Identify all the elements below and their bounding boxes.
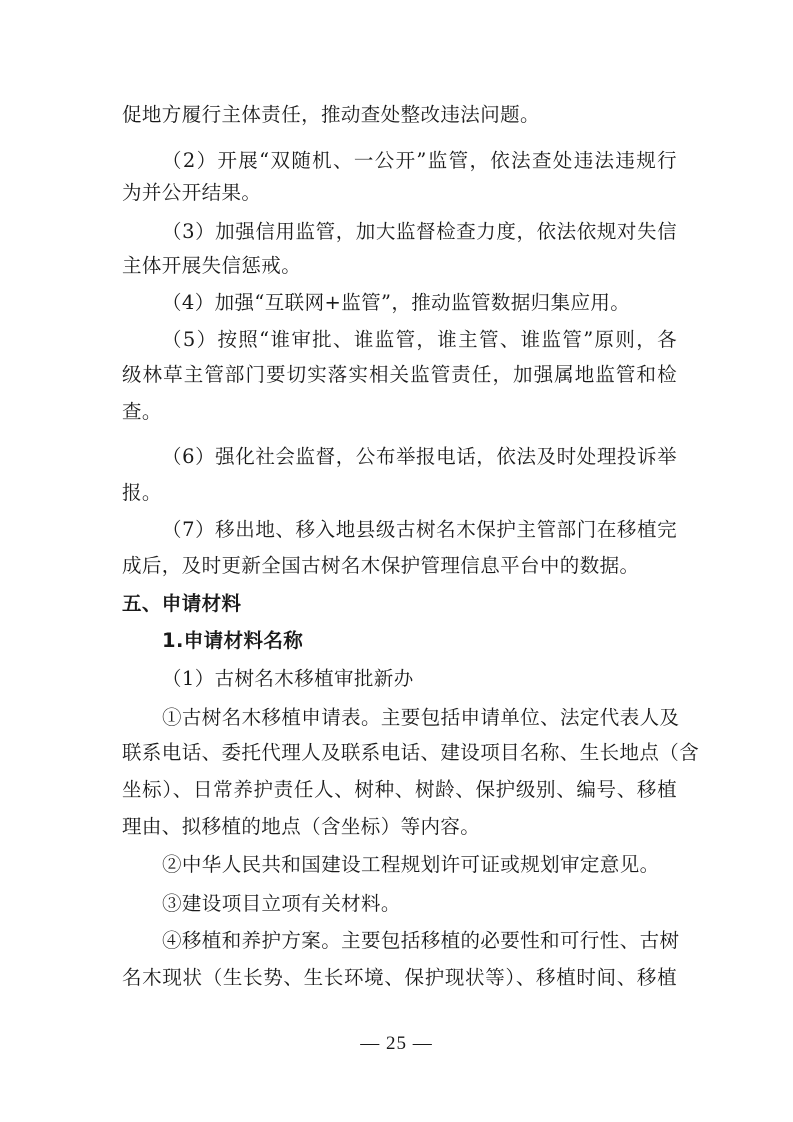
body-line-16: （1）古树名木移植审批新办	[162, 667, 414, 690]
body-line-23: ④移植和养护方案。主要包括移植的必要性和可行性、古树	[162, 929, 680, 952]
body-line-7: （5）按照“谁审批、谁监管，谁主管、谁监管”原则，各	[162, 328, 677, 351]
body-line-12: （7）移出地、移入地县级古树名木保护主管部门在移植完	[162, 518, 677, 541]
body-line-4: （3）加强信用监管，加大监督检查力度，依法依规对失信	[162, 220, 677, 243]
subsection-heading: 1.申请材料名称	[162, 629, 304, 652]
body-line-19: 坐标）、日常养护责任人、树种、树龄、保护级别、编号、移植	[122, 778, 677, 801]
page-number: — 25 —	[360, 1033, 433, 1054]
body-line-5: 主体开展失信惩戒。	[122, 254, 302, 277]
body-line-18: 联系电话、委托代理人及联系电话、建设项目名称、生长地点（含	[122, 741, 700, 764]
body-line-9: 查。	[122, 400, 162, 423]
body-line-10: （6）强化社会监督，公布举报电话，依法及时处理投诉举	[162, 445, 677, 468]
body-line-20: 理由、拟移植的地点（含坐标）等内容。	[122, 815, 481, 838]
body-line-21: ②中华人民共和国建设工程规划许可证或规划审定意见。	[162, 853, 660, 876]
body-line-8: 级林草主管部门要切实落实相关监管责任，加强属地监管和检	[122, 363, 677, 386]
body-line-6: （4）加强“互联网+监管”，推动监管数据归集应用。	[162, 291, 631, 314]
body-line-13: 成后，及时更新全国古树名木保护管理信息平台中的数据。	[122, 554, 640, 577]
body-line-22: ③建设项目立项有关材料。	[162, 892, 401, 915]
body-line-1: 促地方履行主体责任，推动查处整改违法问题。	[122, 103, 540, 126]
body-line-2: （2）开展“双随机、一公开”监管，依法查处违法违规行	[162, 149, 677, 172]
body-line-3: 为并公开结果。	[122, 181, 262, 204]
section-heading: 五、申请材料	[122, 592, 242, 615]
body-line-17: ①古树名木移植申请表。主要包括申请单位、法定代表人及	[162, 706, 680, 729]
body-line-11: 报。	[122, 481, 162, 504]
body-line-24: 名木现状（生长势、生长环境、保护现状等）、移植时间、移植	[122, 966, 677, 989]
